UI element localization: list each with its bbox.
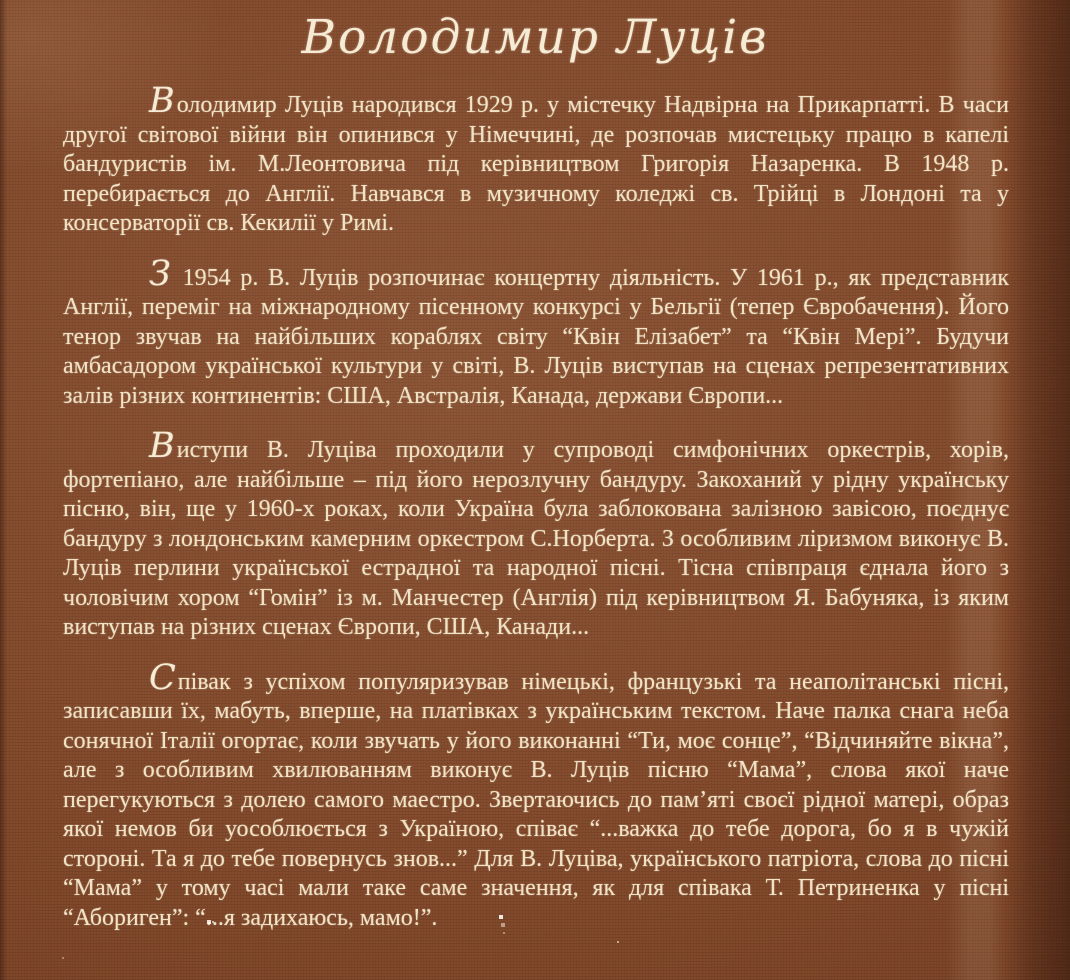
scan-speckles: [0, 0, 2, 2]
paragraph-career-start: [63, 253, 1009, 412]
paragraph-songs-mama: [63, 657, 1009, 934]
paragraph-text: иступи В. Луціва проходили у супроводі симфонічних оркестрів, хорів, фортепіано, але найбільше – під його нерозлучну бандуру. Закоханий у рідну українську пісню, він, ще у 1960-х роках, коли Україна була заблокована залізною завісою, поєднує бандуру з лондонським камерним оркестром С.Норберта. З особливим ліризмом виконує В. Луців перлини української естрадної та народної пісні. Тісна співпраця єднала його з чоловічим хором “Гомін” із м. Манчестер (Англія) під керівництвом Я. Бабуняка, із яким виступав на різних сценах Європи, США, Канади...: [63, 437, 1009, 640]
paragraph-text: півак з успіхом популяризував німецькі, французькі та неаполітанські пісні, записавши їх, мабуть, вперше, на платівках з українським текстом. Наче палка снага неба сонячної Італії огортає, коли звучать у його виконанні “Ти, моє сонце”, “Відчиняйте вікна”, але з особливим хвилюванням виконує В. Луців пісню “Мама”, слова якої наче перегукуються з долею самого маестро. Звертаючись до пам’яті своєї рідної матері, образ якої немов би уособлюється з Україною, співає “...важка до тебе дорога, бо я в чужій стороні. Та я до тебе повернусь знов...” Для В. Луціва, українського патріота, слова до пісні “Мама” у тому часі мали таке саме значення, як для співака Т. Петриненка у пісні “Абориген”: “...я задихаюсь, мамо!”.: [63, 668, 1009, 931]
paragraph-text: 1954 р. В. Луців розпочинає концертну діяльність. У 1961 р., як представник Англії, переміг на міжнародному пісенному конкурсі у Бельгії (тепер Євробачення). Його тенор звучав на найбільших кораблях світу “Квін Елізабет” та “Квін Мері”. Будучи амбасадором української культури у світі, В. Луців виступав на сценах репрезентативних залів різних континентів: США, Австралія, Канада, держави Європи...: [63, 264, 1009, 409]
biography-text: [63, 81, 1009, 951]
paragraph-performances: [63, 426, 1009, 643]
dropcap-initial: С: [149, 657, 177, 698]
paragraph-birth-education: [63, 81, 1009, 239]
dropcap-initial: З: [149, 253, 172, 294]
page-title: Володимир Луців: [301, 10, 769, 65]
dropcap-initial: В: [149, 81, 176, 121]
dropcap-initial: В: [149, 426, 176, 466]
paragraph-text: олодимир Луців народився 1929 р. у містечку Надвірна на Прикарпатті. В часи другої світової війни він опинився у Німеччині, де розпочав мистецьку працю в капелі бандуристів ім. М.Леонтовича під керівництвом Григорія Назаренка. В 1948 р. перебирається до Англії. Навчався в музичному коледжі св. Трійці в Лондоні та у консерваторії св. Кекилії у Римі.: [63, 92, 1009, 236]
